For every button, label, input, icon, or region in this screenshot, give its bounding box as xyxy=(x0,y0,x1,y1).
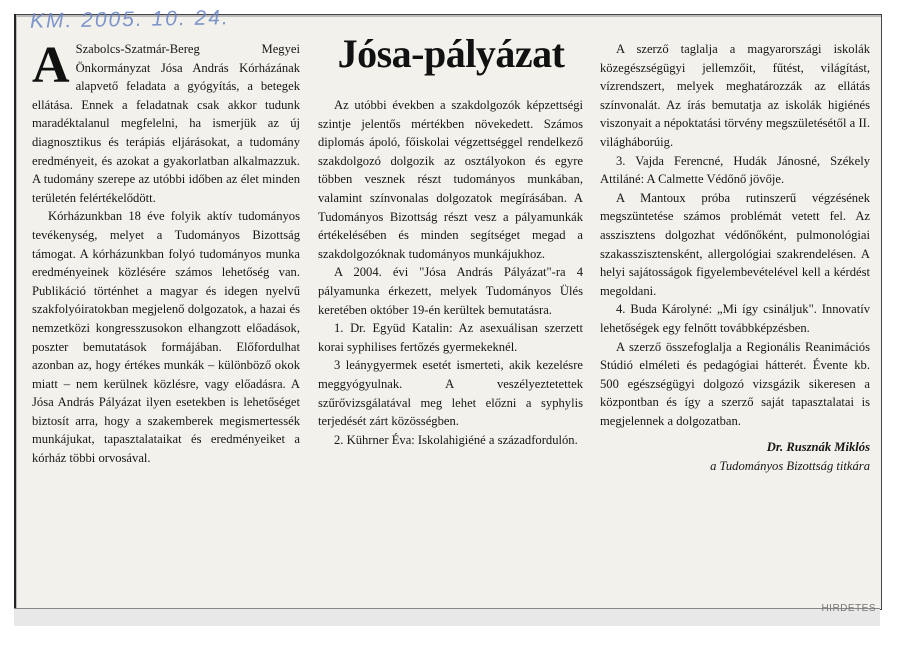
paragraph: 3 leánygyermek esetét ismerteti, akik kezelésre meggyógyulnak. A veszélyeztetettek szűrővizsgálatával meg lehet előzni a syphylis terjedését zárt közösségben. xyxy=(318,358,583,429)
paragraph: Szabolcs-Szatmár-Bereg Megyei Önkormányzat Jósa András Kórházának alapvető feladata a gyógyítás, a betegek ellátása. Ennek a feladatnak csak akkor tudunk maradéktalanul megfelelni, ha ismerjük az új diagnosztikus és terápiás eljárásokat, a tudomány eredményeit, és azokat a gyakorlatban alkalmazzuk. A tudomány szerepe az utóbbi időben az élet minden területén felértékelődött. xyxy=(32,42,300,205)
paragraph: A Mantoux próba rutinszerű végzésének megszüntetése számos problémát vetett fel. Az asszisztens dolgozhat védőnőként, pulmonológiai szakasszisztensként, allergológiai szakrendelésen. A helyi sajátosságok figyelembevételével kell a kérdést megoldani. xyxy=(600,190,870,298)
article-column-2 xyxy=(318,96,583,449)
article-column-1 xyxy=(32,37,300,468)
signature xyxy=(600,438,870,475)
paragraph: A szerző taglalja a magyarországi iskolák közegészségügyi jellemzőit, fűtést, világítást, vízrendszert, melyek meghatározzák az ellátás színvonalát. Az írás bemutatja az iskolák higiénés viszonyait a népoktatási törvény megszületésétől a II. világháborúig. xyxy=(600,42,870,149)
advert-label: HIRDETES xyxy=(821,603,876,614)
paragraph: Kórházunkban 18 éve folyik aktív tudományos tevékenység, melyet a Tudományos Bizottság támogat. A kórházunkban folyó tudományos munka eredményeinek közlésére számos lehetőség van. Publikáció történhet a magyar és idegen nyelvű szakfolyóiratokban megjelenő dolgozatok, a hazai és nemzetközi kongresszusokon elhangzott előadások, poszter bemutatások formájában. Előfordulhat azonban az, hogy értékes munkák – különböző okok miatt – nem kerülnek közlésre, vagy előadásra. A Jósa András Pályázat ilyen esetekben is lehetőséget biztosít arra, hogy a szakemberek megismertessék munkájukat, tapasztalataikat és eredményeiket a kórház többi orvosával. xyxy=(32,209,300,466)
paragraph: A 2004. évi "Jósa András Pályázat"-ra 4 pályamunka érkezett, melyek Tudományos Ülés keretében október 19-én kerültek bemutatásra. xyxy=(318,265,583,317)
article-headline: Jósa-pályázat xyxy=(337,31,565,76)
signature-title: a Tudományos Bizottság titkára xyxy=(710,459,870,474)
page-margin xyxy=(0,626,900,664)
paragraph: 2. Kührner Éva: Iskolahigiéné a századfordulón. xyxy=(334,432,578,447)
paragraph: 1. Dr. Együd Katalin: Az asexuálisan szerzett korai syphilises fertőzés gyermekeknél. xyxy=(318,321,583,354)
drop-cap: A xyxy=(32,37,70,94)
clipping-left-rule xyxy=(14,14,16,608)
paragraph: A szerző összefoglalja a Regionális Reanimációs Stúdió elméleti és pedagógiai hátterét. Évente kb. 500 egészségügyi dolgozó vizsgázik sikeresen a központban és így a szerző saját tapasztalatai is megjelennek a dolgozatban. xyxy=(600,339,870,428)
clipping-footer-strip xyxy=(14,608,880,627)
paragraph: Az utóbbi években a szakdolgozók képzettségi szintje jelentős mértékben növekedett. Számos diplomás ápoló, főiskolai végzettséggel rendelkező szakdolgozó dolgozik az osztályokon és egyre többen vesznek részt tudományos munkában, valamint színvonalas dolgozatok megírásában. A Tudományos Bizottság részt vesz a pályamunkák értékelésében és minden segítséget megad a szakdolgozóknak tudományos munkájukhoz. xyxy=(318,98,583,261)
signature-name: Dr. Rusznák Miklós xyxy=(766,440,870,455)
paragraph: 4. Buda Károlyné: „Mi így csináljuk". Innovatív lehetőségek egy felnőtt továbbképzésben. xyxy=(600,302,870,335)
date-stamp: KM. 2005. 10. 24. xyxy=(29,6,230,33)
article-column-3 xyxy=(600,40,870,476)
paragraph: 3. Vajda Ferencné, Hudák Jánosné, Székely Attiláné: A Calmette Védőnő jövője. xyxy=(600,153,870,187)
